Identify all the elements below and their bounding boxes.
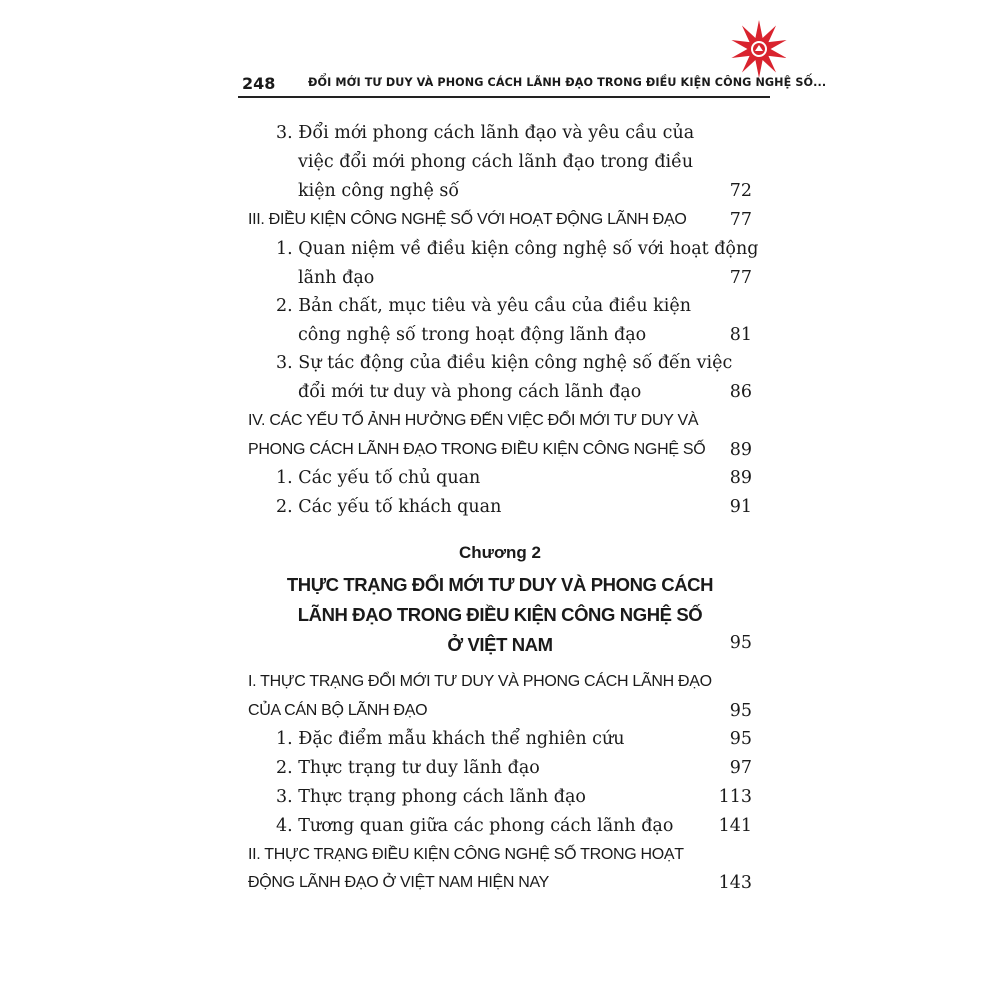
chapter-title-line: LÃNH ĐẠO TRONG ĐIỀU KIỆN CÔNG NGHỆ SỐ <box>297 604 703 625</box>
toc-entry[interactable]: 4. Tương quan giữa các phong cách lãnh đạo 141 <box>248 812 752 840</box>
page-number: 248 <box>242 74 276 93</box>
toc-page-number: 89 <box>729 440 752 460</box>
toc-entry[interactable]: kiện công nghệ số 72 <box>248 177 752 205</box>
toc-entry-line: 2. Bản chất, mục tiêu và yêu cầu của điều kiện <box>276 296 692 316</box>
publisher-star-logo-icon <box>728 18 790 80</box>
toc-entry-line: việc đổi mới phong cách lãnh đạo trong điều <box>298 152 694 172</box>
toc-entry[interactable]: ĐỘNG LÃNH ĐẠO Ở VIỆT NAM HIỆN NAY 143 <box>248 869 752 897</box>
toc-entry-line: 3. Đổi mới phong cách lãnh đạo và yêu cầu của <box>276 123 695 143</box>
toc-entry[interactable]: đổi mới tư duy và phong cách lãnh đạo 86 <box>248 378 752 406</box>
toc-page-number: 89 <box>729 468 752 488</box>
toc-entry[interactable]: PHONG CÁCH LÃNH ĐẠO TRONG ĐIỀU KIỆN CÔNG NGHỆ SỐ 89 <box>248 436 752 464</box>
toc-entry[interactable]: 1. Các yếu tố chủ quan 89 <box>248 464 752 492</box>
toc-entry[interactable]: III. ĐIỀU KIỆN CÔNG NGHỆ SỐ VỚI HOẠT ĐỘNG LÃNH ĐẠO 77 <box>248 206 752 234</box>
toc-page-number: 81 <box>729 325 752 345</box>
header-rule <box>238 96 770 98</box>
toc-entry[interactable]: 1. Đặc điểm mẫu khách thể nghiên cứu 95 <box>248 725 752 753</box>
toc-page-number: 113 <box>718 787 752 807</box>
toc-entry[interactable]: công nghệ số trong hoạt động lãnh đạo 81 <box>248 321 752 349</box>
toc-entry[interactable]: 2. Các yếu tố khách quan 91 <box>248 493 752 521</box>
toc-page-number: 95 <box>729 701 752 721</box>
toc-entry[interactable]: CỦA CÁN BỘ LÃNH ĐẠO 95 <box>248 697 752 725</box>
toc-entry[interactable]: 3. Thực trạng phong cách lãnh đạo 113 <box>248 783 752 811</box>
toc-page-number: 95 <box>729 633 752 653</box>
toc-entry-line: 3. Sự tác động của điều kiện công nghệ số đến việc <box>276 353 733 373</box>
toc-entry[interactable]: lãnh đạo 77 <box>248 264 752 292</box>
chapter-title-line: THỰC TRẠNG ĐỔI MỚI TƯ DUY VÀ PHONG CÁCH <box>286 574 714 595</box>
toc-entry-line: I. THỰC TRẠNG ĐỔI MỚI TƯ DUY VÀ PHONG CÁCH LÃNH ĐẠO <box>248 673 712 690</box>
running-title: ĐỔI MỚI TƯ DUY VÀ PHONG CÁCH LÃNH ĐẠO TRONG ĐIỀU KIỆN CÔNG NGHỆ SỐ... <box>308 76 827 89</box>
chapter-page-row[interactable] <box>248 629 752 657</box>
chapter-title-line: Ở VIỆT NAM <box>447 634 553 655</box>
toc-page-number: 86 <box>729 382 752 402</box>
toc-page-number: 97 <box>729 758 752 778</box>
toc-entry[interactable]: 2. Thực trạng tư duy lãnh đạo 97 <box>248 754 752 782</box>
running-header <box>238 72 827 98</box>
toc-page-number: 77 <box>729 210 752 230</box>
toc-page-number: 72 <box>729 181 752 201</box>
toc-entry-line: IV. CÁC YẾU TỐ ẢNH HƯỞNG ĐẾN VIỆC ĐỔI MỚI TƯ DUY VÀ <box>248 412 699 429</box>
toc-page-number: 91 <box>729 497 752 517</box>
toc-page-number: 141 <box>718 816 752 836</box>
toc-page-number: 77 <box>729 268 752 288</box>
toc-entry-line: II. THỰC TRẠNG ĐIỀU KIỆN CÔNG NGHỆ SỐ TRONG HOẠT <box>248 846 684 863</box>
toc-entry-line: 1. Quan niệm về điều kiện công nghệ số với hoạt động <box>276 239 759 259</box>
chapter-label: Chương 2 <box>458 543 541 562</box>
toc-page-number: 143 <box>718 873 752 893</box>
toc-page-number: 95 <box>729 729 752 749</box>
